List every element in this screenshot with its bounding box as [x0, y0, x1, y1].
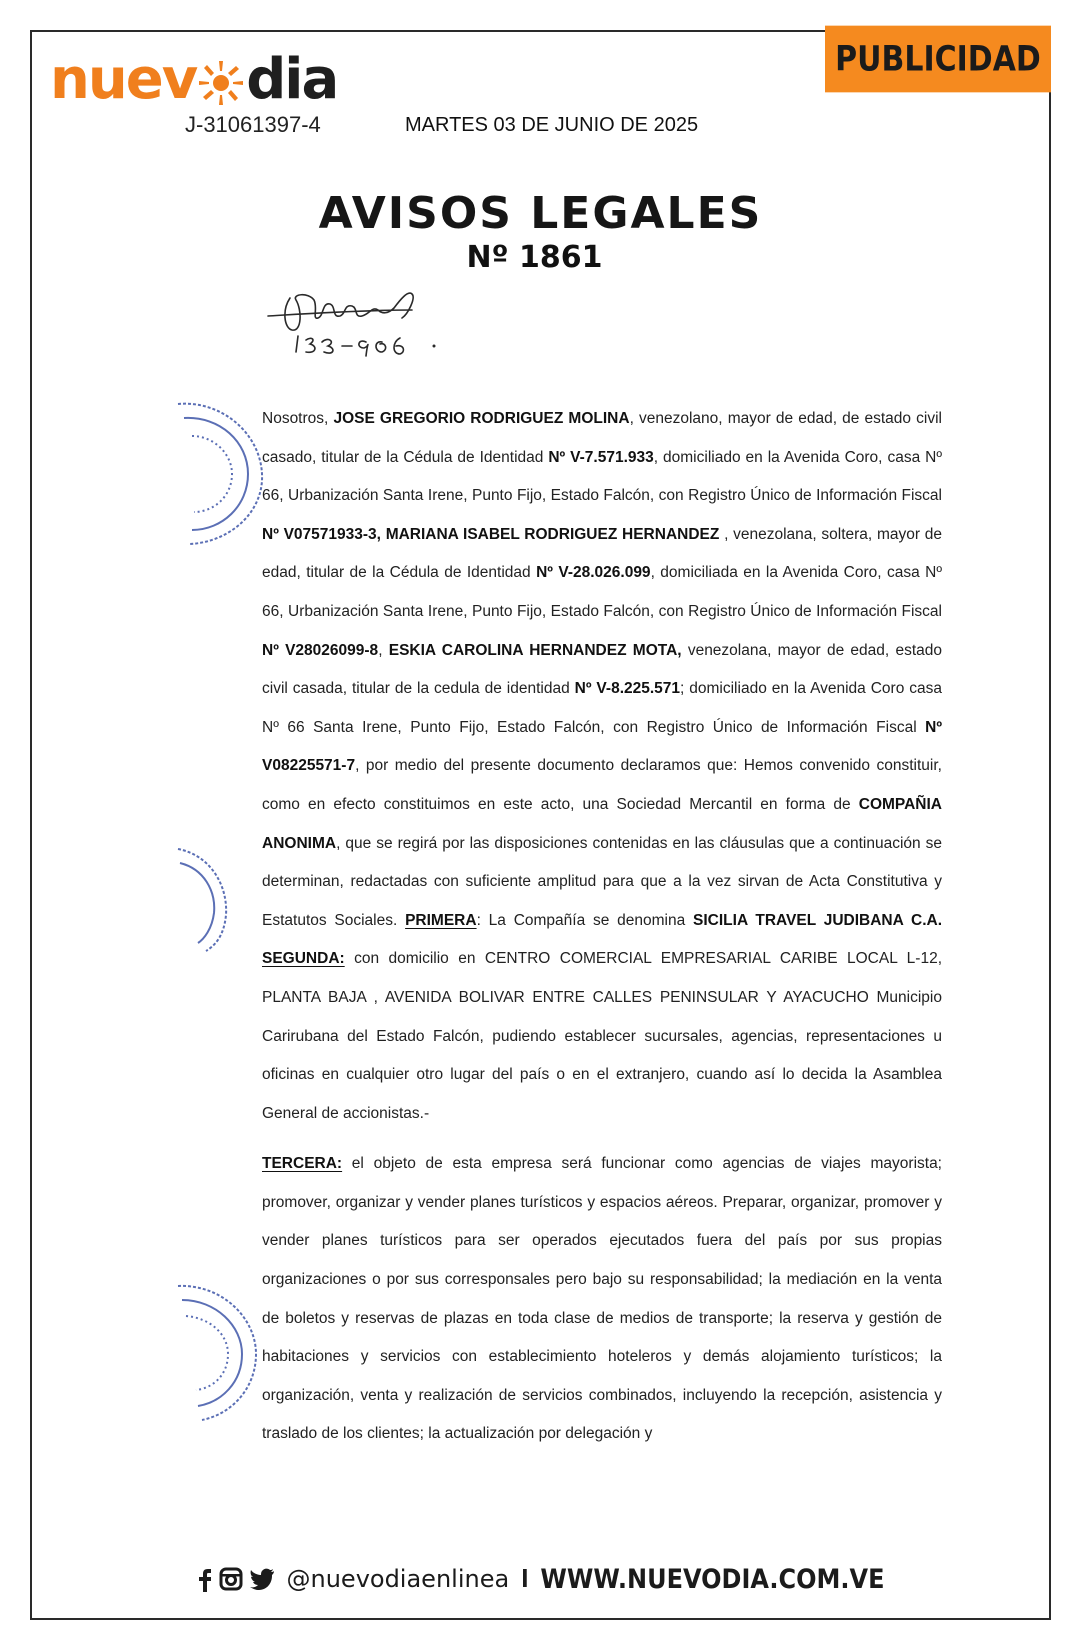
facebook-icon	[197, 1565, 213, 1593]
logo-text-b: dia	[246, 47, 338, 112]
official-stamp-2	[176, 845, 236, 955]
logo-text-a: nuev	[50, 47, 197, 112]
paragraph-object: TERCERA: el objeto de esta empresa será funcionar como agencias de viajes mayorista; promover, organizar y vender planes turísticos y espacios aéreos. Preparar, organizar, promover y vender planes turísticos para ser operados ejecutados fuera del país por sus propias organizaciones o por sus corresponsales pero bajo su responsabilidad; la mediación en la venta de boletos y reservas de plazas en toda clase de medios de transporte; la reserva y gestión de habitaciones y servicios con establecimiento hoteleros y demás alojamiento turísticos; la organización, venta y realización de servicios combinados, incluyendo la recepción, asistencia y traslado de los clientes; la actualización por delegación y	[262, 1155, 942, 1443]
section-badge: PUBLICIDAD	[825, 26, 1051, 93]
clause-tercera: TERCERA:	[262, 1155, 343, 1173]
clause-primera: PRIMERA	[405, 911, 477, 929]
website-url: WWW.NUEVODIA.COM.VE	[540, 1563, 885, 1594]
legal-notice-body	[262, 400, 942, 1454]
social-handle: @nuevodiaenlinea	[286, 1564, 510, 1593]
company-name: SICILIA TRAVEL JUDIBANA C.A.	[693, 911, 943, 929]
page-title: AVISOS LEGALES	[318, 188, 763, 239]
instagram-icon	[219, 1567, 243, 1591]
paragraph-incorporation: Nosotros, JOSE GREGORIO RODRIGUEZ MOLINA, venezolano, mayor de edad, de estado civil casado, titular de la Cédula de Identidad Nº V-7.571.933, domiciliado en la Avenida Coro, casa Nº 66, Urbanización Santa Irene, Punto Fijo, Estado Falcón, con Registro Único de Información Fiscal Nº V07571933-3, MARIANA ISABEL RODRIGUEZ HERNANDEZ , venezolana, soltera, mayor de edad, titular de la Cédula de Identidad Nº V-28.026.099, domiciliada en la Avenida Coro, casa Nº 66, Urbanización Santa Irene, Punto Fijo, Estado Falcón, con Registro Único de Información Fiscal Nº V28026099-8, ESKIA CAROLINA HERNANDEZ MOTA, venezolana, mayor de edad, estado civil casada, titular de la cedula de identidad Nº V-8.225.571; domiciliado en la Avenida Coro casa Nº 66 Santa Irene, Punto Fijo, Estado Falcón, con Registro Único de Información Fiscal Nº V08225571-7, por medio del presente documento declaramos que: Hemos convenido constituir, como en efecto constituimos en este acto, una Sociedad Mercantil en forma de COMPAÑIA ANONIMA, que se regirá por las disposiciones contenidas en las cláusulas que a continuación se determinan, redactadas con suficiente amplitud para que a la vez sirvan de Acta Constitutiva y Estatutos Sociales. PRIMERA: La Compañía se denomina SICILIA TRAVEL JUDIBANA C.A. SEGUNDA: con domicilio en CENTRO COMERCIAL EMPRESARIAL CARIBE LOCAL L-12, PLANTA BAJA , AVENIDA BOLIVAR ENTRE CALLES PENINSULAR Y AYACUCHO Municipio Carirubana del Estado Falcón, pudiendo establecer sucursales, agencias, representaciones u oficinas en cualquier otro lugar del país o en el extranjero, cuando así lo decida la Asamblea General de accionistas.-	[262, 410, 943, 1122]
handwritten-signature	[262, 280, 462, 360]
sun-logo-icon	[197, 59, 245, 107]
twitter-icon	[249, 1568, 275, 1590]
notice-number: Nº 1861	[466, 240, 603, 275]
company-rif: J-31061397-4	[185, 112, 321, 137]
official-stamp-3	[172, 1278, 262, 1428]
official-stamp	[170, 392, 270, 552]
footer-separator: I	[521, 1563, 529, 1593]
footer	[0, 1563, 1081, 1594]
social-icons	[197, 1565, 275, 1593]
publication-date: MARTES 03 DE JUNIO DE 2025	[405, 114, 699, 136]
newspaper-logo	[50, 47, 338, 112]
clause-segunda: SEGUNDA:	[262, 950, 345, 968]
